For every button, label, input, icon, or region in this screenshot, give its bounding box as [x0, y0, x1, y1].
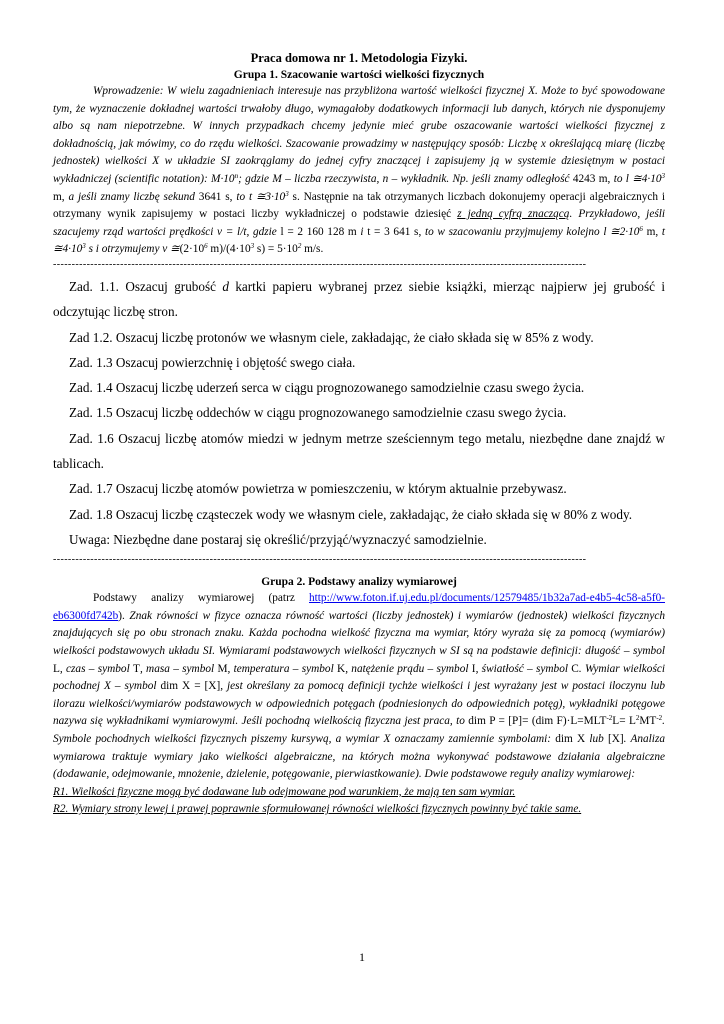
- task-1-4: Zad. 1.4 Oszacuj liczbę uderzeń serca w ciągu prognozowanego samodzielnie czasu swego życia.: [69, 380, 585, 396]
- task-1-5: Zad. 1.5 Oszacuj liczbę oddechów w ciągu prognozowanego samodzielnie czasu swego życia.: [69, 405, 567, 421]
- rule-r2: R2. Wymiary strony lewej i prawej poprawnie sformułowanej równości wielkości fizycznych powinny być takie same.: [53, 803, 582, 816]
- separator-line: -----------------------------------------------------------------------------------------------------------------------------------------------: [53, 258, 587, 270]
- section2-title: Grupa 2. Podstawy analizy wymiarowej: [261, 576, 457, 589]
- rule-r1: R1. Wielkości fizyczne mogą być dodawane lub odejmowane pod warunkiem, że mają ten sam wymiar.: [53, 785, 516, 798]
- dimensional-analysis-paragraph: Podstawy analizy wymiarowej (patrz http://www.foton.if.uj.edu.pl/documents/12579485/1b32a7ad-e4b5-4c58-a5f0-eb6300fd742b). Znak równości w fizyce oznacza równość wartości (liczby jednostek) i wymiarów (jednostek) wielkości fizycznych znajdujących się po obu stronach znaku. Każda pochodna wielkość fizyczna ma wymiar, który wyraża się za pomocą (wymiarów) wielkości podstawowych układu SI. Wymiarami podstawowych wielkości fizycznych w SI są na podstawie definicji: długość – symbol L, czas – symbol T, masa – symbol M, temperatura – symbol K, natężenie prądu – symbol I, światłość – symbol C. Wymiar wielkości pochodnej X – symbol dim X = [X], jest określany za pomocą definicji tychże wielkości i jest wyrażany jest w postaci iloczynu lub ilorazu wielkości/wymiarów podstawowych w odpowiednich potęgach (podniesionych do odpowiednich potęg), wykładniki potęgowe nazywa się wykładnikami wymiarowymi. Jeśli pochodną wielkością fizyczna jest praca, to dim P = [P]= (dim $F)\cdot L=MLT^{-2}L= L^2MT^{-2}$. Symbole pochodnych wielkości fizycznych piszemy kursywą, a wymiar X oznaczamy zamiennie symbolami: dim X lub [X]. Analiza wymiarowa traktuje wymiary jako wielkości algebraiczne, na których można wykonywać podstawowe działania algebraiczne (dodawanie, odejmowanie, mnożenie, dzielenie, potęgowanie, pierwiastkowanie). Dwie podstawowe reguły analizy wymiarowej:: [53, 592, 666, 781]
- document-page: [53, 50, 665, 819]
- intro-paragraph: Wprowadzenie: W wielu zagadnieniach interesuje nas przybliżona wartość wielkości fizycznej X. Może to być spowodowane tym, że wyznaczenie dokładnej wartości trwałoby długo, wymagałoby dodatkowych informacji lub danych, których nie dysponujemy albo są nam niepotrzebne. W innych przypadkach chcemy jedynie mieć grube oszacowanie wartości wielkości fizycznej z dokładnością, jak mówimy, co do rzędu wielkości. Szacowanie prowadzimy w następujący sposób: Liczbę x określającą miarę (liczbę jednostek) wielkości X w układzie SI zaokrąglamy do jednej cyfry znaczącej i zapisujemy ją w systemie dziesiętnym w postaci wykładniczej (scientific notation): $M\cdot 10^n$; gdzie M – liczba rzeczywista, n – wykładnik. Np. jeśli znamy odległość 4243 m, to l $≅4\cdot 10^3$ m, a jeśli znamy liczbę sekund 3641 s, to t $≅3\cdot 10^3$ s. Następnie na tak otrzymanych liczbach dokonujemy operacji algebraicznych i otrzymany wynik zapisujemy w postaci liczby wykładniczej o podstawie dziesięć z jedną cyfrą znaczącą. Przykładowo, jeśli szacujemy rząd wartości prędkości v = l/t, gdzie l = 2 160 128 m i t = 3 641 s, to w szacowaniu przyjmujemy kolejno l $≅2\cdot 10^6$ m, t $≅4\cdot 10^3$ s i otrzymujemy v $≅(2\cdot 10^6$ $m)/(4\cdot 10^3$ $s) = 5\cdot 10^2$ m/s.: [53, 85, 666, 256]
- separator-line-2: -----------------------------------------------------------------------------------------------------------------------------------------------: [53, 554, 587, 566]
- section1-title: Grupa 1. Szacowanie wartości wielkości fizycznych: [233, 69, 485, 81]
- task-note: Uwaga: Niezbędne dane postaraj się określić/przyjąć/wyznaczyć samodzielnie.: [69, 531, 487, 547]
- foton-link[interactable]: http://www.foton.if.uj.edu.pl/documents/12579485/1b32a7ad-e4b5-4c58-a5f0-eb6300fd742b: [53, 592, 665, 622]
- task-1-7: Zad. 1.7 Oszacuj liczbę atomów powietrza w pomieszczeniu, w którym aktualnie przebywasz.: [69, 481, 567, 497]
- task-list: [53, 274, 665, 552]
- page-title: Praca domowa nr 1. Metodologia Fizyki.: [250, 51, 468, 65]
- task-1-1: Zad. 1.1. Oszacuj grubość d kartki papieru wybranej przez siebie książki, mierząc najpierw jej grubość i odczytując liczbę stron.: [53, 278, 665, 320]
- task-1-3: Zad. 1.3 Oszacuj powierzchnię i objętość swego ciała.: [69, 354, 356, 370]
- task-1-6: Zad. 1.6 Oszacuj liczbę atomów miedzi w jednym metrze sześciennym tego metalu, niezbędne dane znajdź w tablicach.: [53, 430, 665, 472]
- task-1-2: Zad 1.2. Oszacuj liczbę protonów we własnym ciele, zakładając, że ciało składa się w 85% z wody.: [69, 329, 594, 345]
- page-number: 1: [359, 950, 365, 964]
- task-1-8: Zad. 1.8 Oszacuj liczbę cząsteczek wody we własnym ciele, zakładając, że ciało składa się w 80% z wody.: [69, 506, 633, 522]
